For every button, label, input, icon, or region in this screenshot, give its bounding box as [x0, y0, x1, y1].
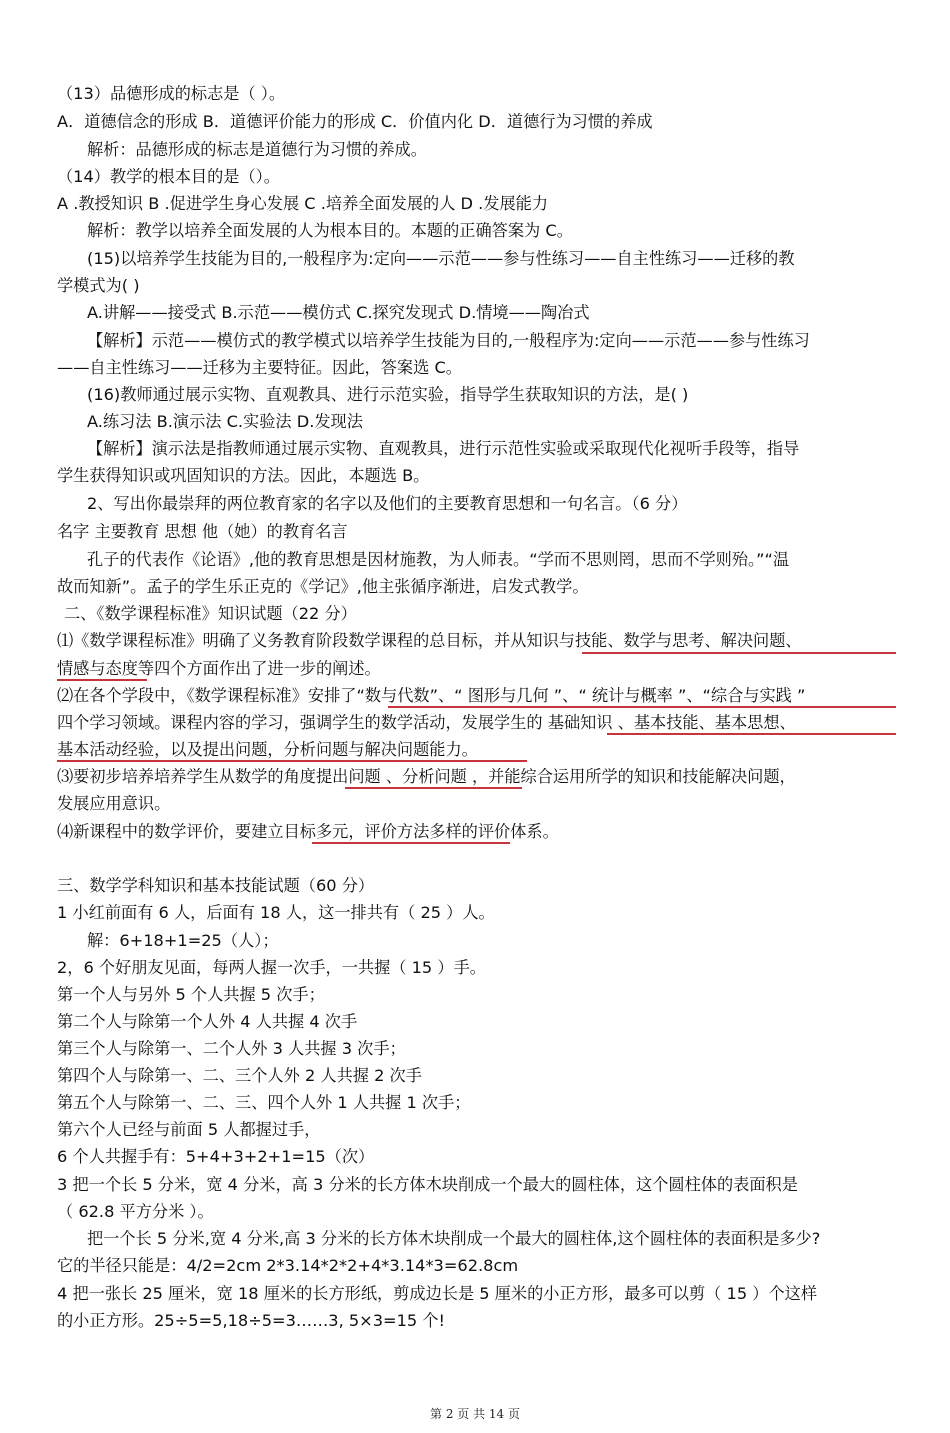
math-question-2-step-2: 第二个人与除第一个人外 4 人共握 4 次手	[57, 1012, 358, 1031]
standard-question-2-line-3: 基本活动经验，以及提出问题，分析问题与解决问题能力。	[57, 740, 478, 759]
standard-question-1-line-2: 情感与态度等四个方面作出了进一步的阐述。	[57, 659, 381, 678]
section-2-answer-line-1: 孔子的代表作《论语》,他的教育思想是因材施教，为人师表。“学而不思则罔，思而不学则殆。”“温	[87, 550, 790, 569]
math-question-2-step-3: 第三个人与除第一、二个人外 3 人共握 3 次手；	[57, 1039, 406, 1058]
question-13: （13）品德形成的标志是（ ）。	[57, 84, 286, 103]
math-question-2-step-5: 第五个人与除第一、二、三、四个人外 1 人共握 1 次手；	[57, 1093, 471, 1112]
question-16-options: A.练习法 B.演示法 C.实验法 D.发现法	[87, 412, 363, 431]
question-14-analysis: 解析：教学以培养全面发展的人为根本目的。本题的正确答案为 C。	[87, 221, 573, 240]
underline-mark	[57, 760, 527, 762]
math-question-1-solution: 解：6+18+1=25（人）；	[87, 931, 279, 950]
question-15-line-1: (15)以培养学生技能为目的,一般程序为:定向——示范——参与性练习——自主性练习——迁移的教	[87, 249, 795, 268]
section-2-answer-line-2: 故而知新”。孟子的学生乐正克的《学记》,他主张循序渐进，启发式教学。	[57, 577, 589, 596]
underline-mark	[388, 706, 896, 708]
page-footer: 第 2 页 共 14 页	[430, 1407, 520, 1421]
math-question-3-line-1: 3 把一个长 5 分米，宽 4 分米，高 3 分米的长方体木块削成一个最大的圆柱体，这个圆柱体的表面积是	[57, 1175, 798, 1194]
question-15-line-2: 学模式为( )	[57, 276, 140, 295]
standard-question-4: ⑷新课程中的数学评价，要建立目标多元，评价方法多样的评价体系。	[57, 822, 559, 841]
math-question-3-solution-line-2: 它的半径只能是：4/2=2cm 2*3.14*2*2+4*3.14*3=62.8cm	[57, 1256, 519, 1275]
math-question-4-line-1: 4 把一张长 25 厘米，宽 18 厘米的长方形纸，剪成边长是 5 厘米的小正方形，最多可以剪（ 15 ）个这样	[57, 1284, 818, 1303]
underline-mark	[345, 787, 522, 789]
question-14-options: A .教授知识 B .促进学生身心发展 C .培养全面发展的人 D .发展能力	[57, 194, 549, 213]
math-question-2: 2，6 个好朋友见面，每两人握一次手，一共握（ 15 ）手。	[57, 958, 486, 977]
question-14: （14）教学的根本目的是（）。	[57, 167, 280, 186]
math-question-2-total: 6 个人共握手有：5+4+3+2+1=15（次）	[57, 1147, 375, 1166]
question-15-analysis-line-1: 【解析】示范——模仿式的教学模式以培养学生技能为目的,一般程序为:定向——示范——参与性练习	[87, 331, 810, 350]
underline-mark	[582, 652, 896, 654]
question-13-options: A．道德信念的形成 B．道德评价能力的形成 C．价值内化 D．道德行为习惯的养成	[57, 112, 653, 131]
underline-mark	[607, 733, 896, 735]
math-question-3-line-2: （ 62.8 平方分米 ）。	[57, 1202, 214, 1221]
section-2-title: 二、《数学课程标准》知识试题（22 分）	[64, 604, 357, 623]
section-2-table-header: 名字 主要教育 思想 他（她）的教育名言	[57, 522, 348, 541]
standard-question-3-line-1: ⑶要初步培养培养学生从数学的角度提出问题 、分析问题 ，并能综合运用所学的知识和技能解决问题，	[57, 767, 796, 786]
question-13-analysis: 解析：品德形成的标志是道德行为习惯的养成。	[87, 140, 427, 159]
math-question-1: 1 小红前面有 6 人，后面有 18 人，这一排共有（ 25 ）人。	[57, 903, 495, 922]
question-16-analysis-line-2: 学生获得知识或巩固知识的方法。因此，本题选 B。	[57, 466, 430, 485]
question-15-analysis-line-2: ——自主性练习——迁移为主要特征。因此，答案选 C。	[57, 358, 462, 377]
math-question-4-line-2: 的小正方形。25÷5=5,18÷5=3……3, 5×3=15 个!	[57, 1311, 446, 1330]
math-question-2-step-4: 第四个人与除第一、二、三个人外 2 人共握 2 次手	[57, 1066, 422, 1085]
question-16: (16)教师通过展示实物、直观教具、进行示范实验，指导学生获取知识的方法，是( )	[87, 385, 689, 404]
math-question-2-step-6: 第六个人已经与前面 5 人都握过手，	[57, 1120, 321, 1139]
standard-question-2-line-2: 四个学习领域。课程内容的学习，强调学生的数学活动，发展学生的 基础知识 、基本技能、基本思想、	[57, 713, 796, 732]
section-2-question: 2、写出你最崇拜的两位教育家的名字以及他们的主要教育思想和一句名言。（6 分）	[87, 494, 688, 513]
standard-question-3-line-2: 发展应用意识。	[57, 794, 171, 813]
question-15-options: A.讲解——接受式 B.示范——模仿式 C.探究发现式 D.情境——陶冶式	[87, 303, 590, 322]
standard-question-2-line-1: ⑵在各个学段中，《数学课程标准》安排了“数与代数”、“ 图形与几何 ”、“ 统计与概率 ”、“综合与实践 ”	[57, 686, 806, 705]
question-16-analysis-line-1: 【解析】演示法是指教师通过展示实物、直观教具，进行示范性实验或采取现代化视听手段等，指导	[87, 439, 800, 458]
section-3-title: 三、数学学科知识和基本技能试题（60 分）	[57, 876, 375, 895]
standard-question-1-line-1: ⑴《数学课程标准》明确了义务教育阶段数学课程的总目标，并从知识与技能、数学与思考、解决问题、	[57, 631, 802, 650]
underline-mark	[57, 679, 147, 681]
math-question-3-solution-line-1: 把一个长 5 分米,宽 4 分米,高 3 分米的长方体木块削成一个最大的圆柱体,这个圆柱体的表面积是多少?	[87, 1229, 821, 1248]
math-question-2-step-1: 第一个人与另外 5 个人共握 5 次手；	[57, 985, 325, 1004]
underline-mark	[312, 842, 510, 844]
